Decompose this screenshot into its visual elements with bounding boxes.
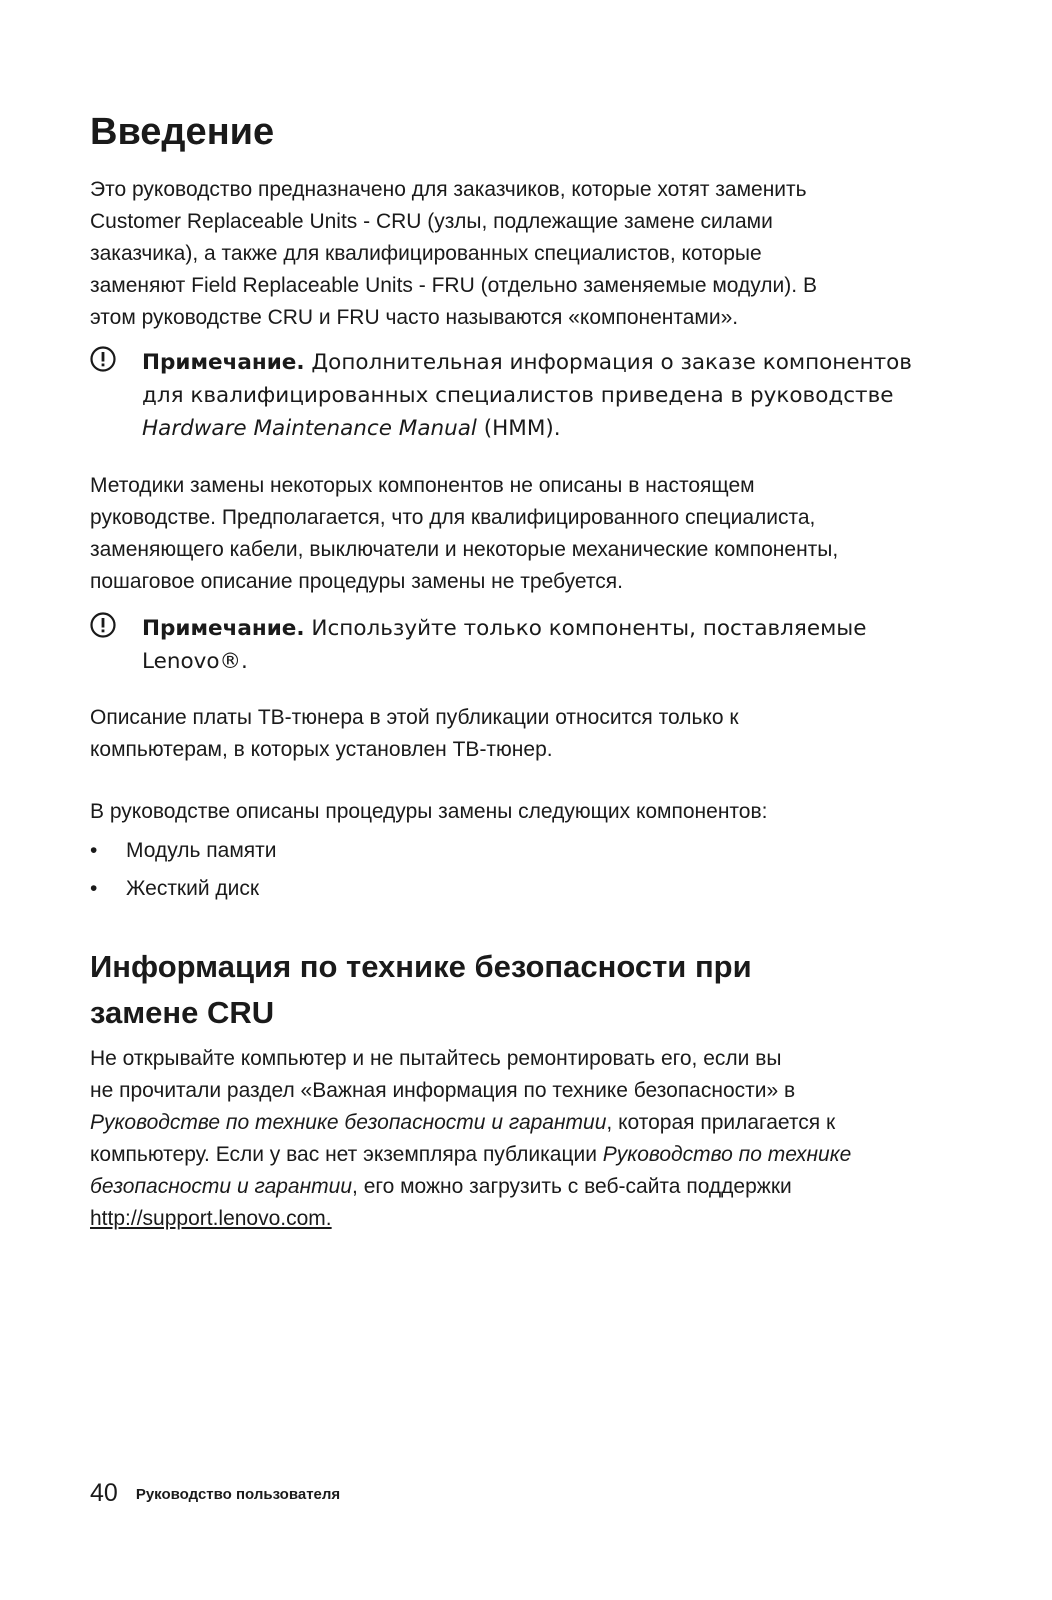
safety-text: компьютеру. Если у вас нет экземпляра публикации xyxy=(90,1143,603,1166)
note-text-b: Lenovo®. xyxy=(142,649,248,674)
page-number: 40 xyxy=(90,1479,118,1507)
intro-paragraph xyxy=(90,174,940,334)
note-text-b: для квалифицированных специалистов приведена в руководстве xyxy=(142,383,894,408)
safety-line xyxy=(90,1107,940,1139)
note-text xyxy=(142,346,942,445)
support-link[interactable]: http://support.lenovo.com. xyxy=(90,1207,332,1230)
intro-line: Это руководство предназначено для заказчиков, которые хотят заменить xyxy=(90,178,807,201)
safety-line: Не открывайте компьютер и не пытайтесь ремонтировать его, если вы xyxy=(90,1047,782,1070)
methods-line: руководстве. Предполагается, что для квалифицированного специалиста, xyxy=(90,506,816,529)
safety-line xyxy=(90,1139,940,1171)
note-label: Примечание. xyxy=(142,616,305,641)
section-heading-line: Информация по технике безопасности при xyxy=(90,949,752,984)
note-label: Примечание. xyxy=(142,350,305,375)
tv-paragraph xyxy=(90,702,940,766)
list-item xyxy=(90,832,276,870)
list-item xyxy=(90,870,276,908)
section-heading-line: замене CRU xyxy=(90,995,275,1030)
methods-line: пошаговое описание процедуры замены не требуется. xyxy=(90,570,623,593)
safety-paragraph xyxy=(90,1043,940,1235)
safety-line xyxy=(90,1171,940,1203)
list-item-text: Жесткий диск xyxy=(126,877,260,900)
section-heading xyxy=(90,944,950,1036)
intro-line: заказчика), а также для квалифицированных специалистов, которые xyxy=(90,242,762,265)
note-text-a: Используйте только компоненты, поставляемые xyxy=(304,616,867,641)
list-intro: В руководстве описаны процедуры замены следующих компонентов: xyxy=(90,800,768,823)
intro-line: Customer Replaceable Units - CRU (узлы, подлежащие замене силами xyxy=(90,210,773,233)
safety-text: , его можно загрузить с веб-сайта поддержки xyxy=(352,1175,792,1198)
safety-text: , которая прилагается к xyxy=(606,1111,836,1134)
bullet: • xyxy=(90,877,98,900)
note-text xyxy=(142,612,942,678)
page-title: Введение xyxy=(90,111,275,153)
guide-title: безопасности и гарантии xyxy=(90,1175,353,1198)
bullet: • xyxy=(90,839,98,862)
safety-line xyxy=(90,1203,940,1235)
methods-paragraph xyxy=(90,470,940,598)
guide-title: Руководство по технике xyxy=(602,1143,852,1166)
intro-line: заменяют Field Replaceable Units - FRU (отдельно заменяемые модули). В xyxy=(90,274,817,297)
manual-title: Hardware Maintenance Manual xyxy=(142,416,477,441)
note-icon xyxy=(90,346,116,372)
guide-title: Руководстве по технике безопасности и гарантии xyxy=(90,1111,607,1134)
methods-line: Методики замены некоторых компонентов не описаны в настоящем xyxy=(90,474,755,497)
intro-line: этом руководстве CRU и FRU часто называются «компонентами». xyxy=(90,306,739,329)
safety-line: не прочитали раздел «Важная информация по технике безопасности» в xyxy=(90,1079,796,1102)
page-footer xyxy=(90,1478,340,1510)
methods-line: заменяющего кабели, выключатели и некоторые механические компоненты, xyxy=(90,538,839,561)
note-text-a: Дополнительная информация о заказе компонентов xyxy=(304,350,912,375)
tv-line: Описание платы ТВ-тюнера в этой публикации относится только к xyxy=(90,706,739,729)
note-suffix: (HMM). xyxy=(476,416,561,441)
list-item-text: Модуль памяти xyxy=(126,839,277,862)
component-list xyxy=(90,832,276,908)
tv-line: компьютерам, в которых установлен ТВ-тюнер. xyxy=(90,738,553,761)
note-icon xyxy=(90,612,116,638)
footer-title: Руководство пользователя xyxy=(135,1486,341,1503)
